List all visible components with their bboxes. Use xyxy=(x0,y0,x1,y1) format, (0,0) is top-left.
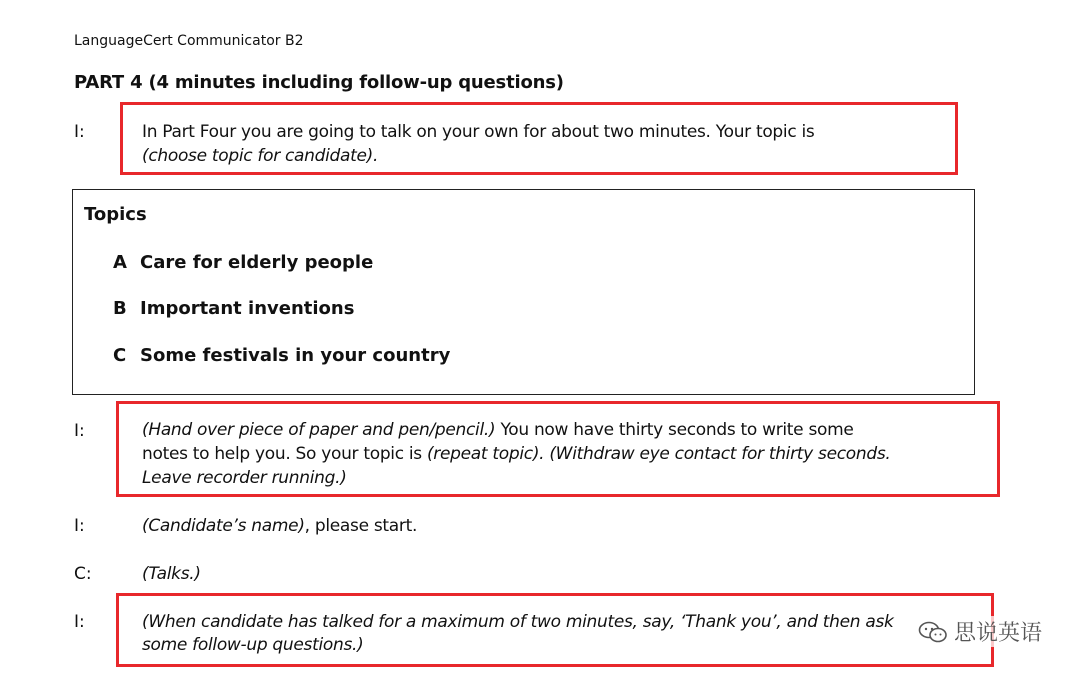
speaker-label: I: xyxy=(74,122,85,142)
topic-text: Important inventions xyxy=(140,298,355,319)
prep-line-2-normal: notes to help you. So your topic is xyxy=(142,444,427,464)
prep-line-1-italic: (Hand over piece of paper and pen/pencil.) xyxy=(142,420,496,440)
talks-line: (Talks.) xyxy=(142,564,201,584)
start-text: , please start. xyxy=(304,516,418,536)
followup-line-1: (When candidate has talked for a maximum of two minutes, say, ‘Thank you’, and then ask xyxy=(142,612,894,632)
watermark xyxy=(914,616,1046,647)
intro-line-1: In Part Four you are going to talk on your own for about two minutes. Your topic is xyxy=(142,122,815,142)
speaker-label: C: xyxy=(74,564,92,584)
prep-line-2 xyxy=(142,442,891,466)
prep-line-1-normal: You now have thirty seconds to write some xyxy=(495,420,854,440)
prep-line-1 xyxy=(142,418,854,442)
prep-line-3: Leave recorder running.) xyxy=(142,468,347,488)
speaker-label: I: xyxy=(74,612,85,632)
topic-item xyxy=(113,298,354,319)
speaker-label: I: xyxy=(74,421,85,441)
part-title: PART 4 (4 minutes including follow-up questions) xyxy=(74,72,564,93)
topic-text: Care for elderly people xyxy=(140,252,374,273)
topic-letter: A xyxy=(113,252,127,273)
speaker-label: I: xyxy=(74,516,85,536)
topic-letter: C xyxy=(113,345,127,366)
topic-item xyxy=(113,345,450,366)
topic-item xyxy=(113,252,373,273)
document-header: LanguageCert Communicator B2 xyxy=(74,33,304,49)
intro-line-2: (choose topic for candidate). xyxy=(142,146,379,166)
wechat-icon xyxy=(918,620,948,644)
followup-line-2: some follow-up questions.) xyxy=(142,635,364,655)
start-line xyxy=(142,514,417,538)
prep-line-2-italic: (repeat topic). (Withdraw eye contact for thirty seconds. xyxy=(426,444,891,464)
watermark-text: 思说英语 xyxy=(953,621,1042,646)
topics-heading: Topics xyxy=(84,204,147,225)
topic-text: Some festivals in your country xyxy=(140,345,451,366)
candidate-name-placeholder: (Candidate’s name) xyxy=(142,516,305,536)
topic-letter: B xyxy=(113,298,127,319)
